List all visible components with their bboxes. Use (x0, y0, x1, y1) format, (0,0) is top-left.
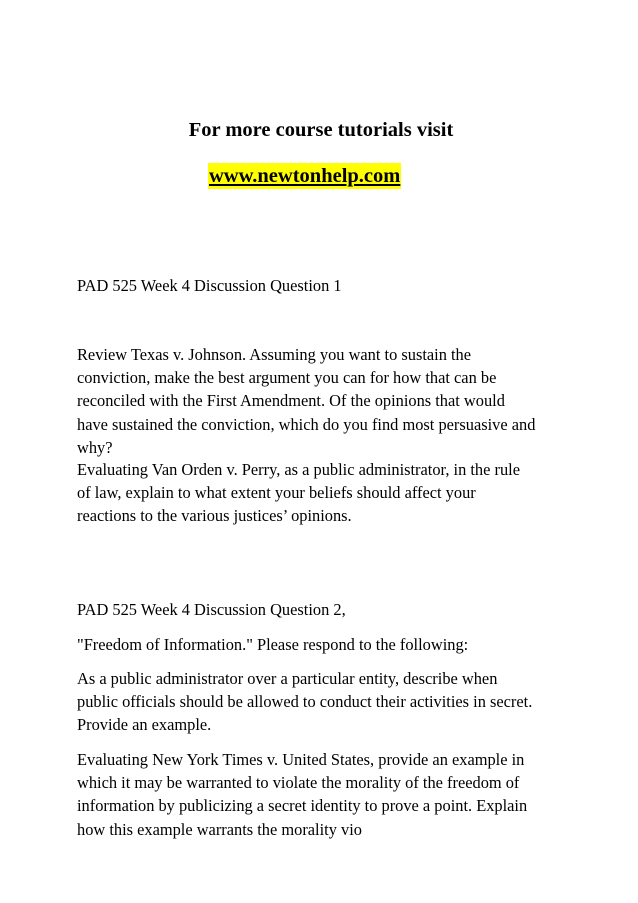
q1-paragraph-1: Review Texas v. Johnson. Assuming you want to sustain the conviction, make the best argument you can for how that can be reconciled with the First Amendment. Of the opinions that would have sustained the conviction, which do you find most persuasive and why? (77, 345, 536, 457)
q2-paragraph-2: Evaluating New York Times v. United States, provide an example in which it may be warranted to violate the morality of the freedom of information by publicizing a secret identity to prove a point. Explain how this example warrants the morality vio (77, 750, 528, 839)
promo-link[interactable]: www.newtonhelp.com (209, 165, 401, 187)
q2-paragraph-1: As a public administrator over a particular entity, describe when public officials should be allowed to conduct their activities in secret. Provide an example. (77, 669, 533, 735)
q2-prompt: "Freedom of Information." Please respond to the following: (77, 635, 469, 654)
q1-heading: PAD 525 Week 4 Discussion Question 1 (77, 276, 342, 295)
q2-heading: PAD 525 Week 4 Discussion Question 2, (77, 600, 346, 619)
promo-heading: For more course tutorials visit (188, 119, 454, 141)
q1-paragraph-2: Evaluating Van Orden v. Perry, as a public administrator, in the rule of law, explain to what extent your beliefs should affect your reactions to the various justices’ opinions. (77, 460, 520, 526)
